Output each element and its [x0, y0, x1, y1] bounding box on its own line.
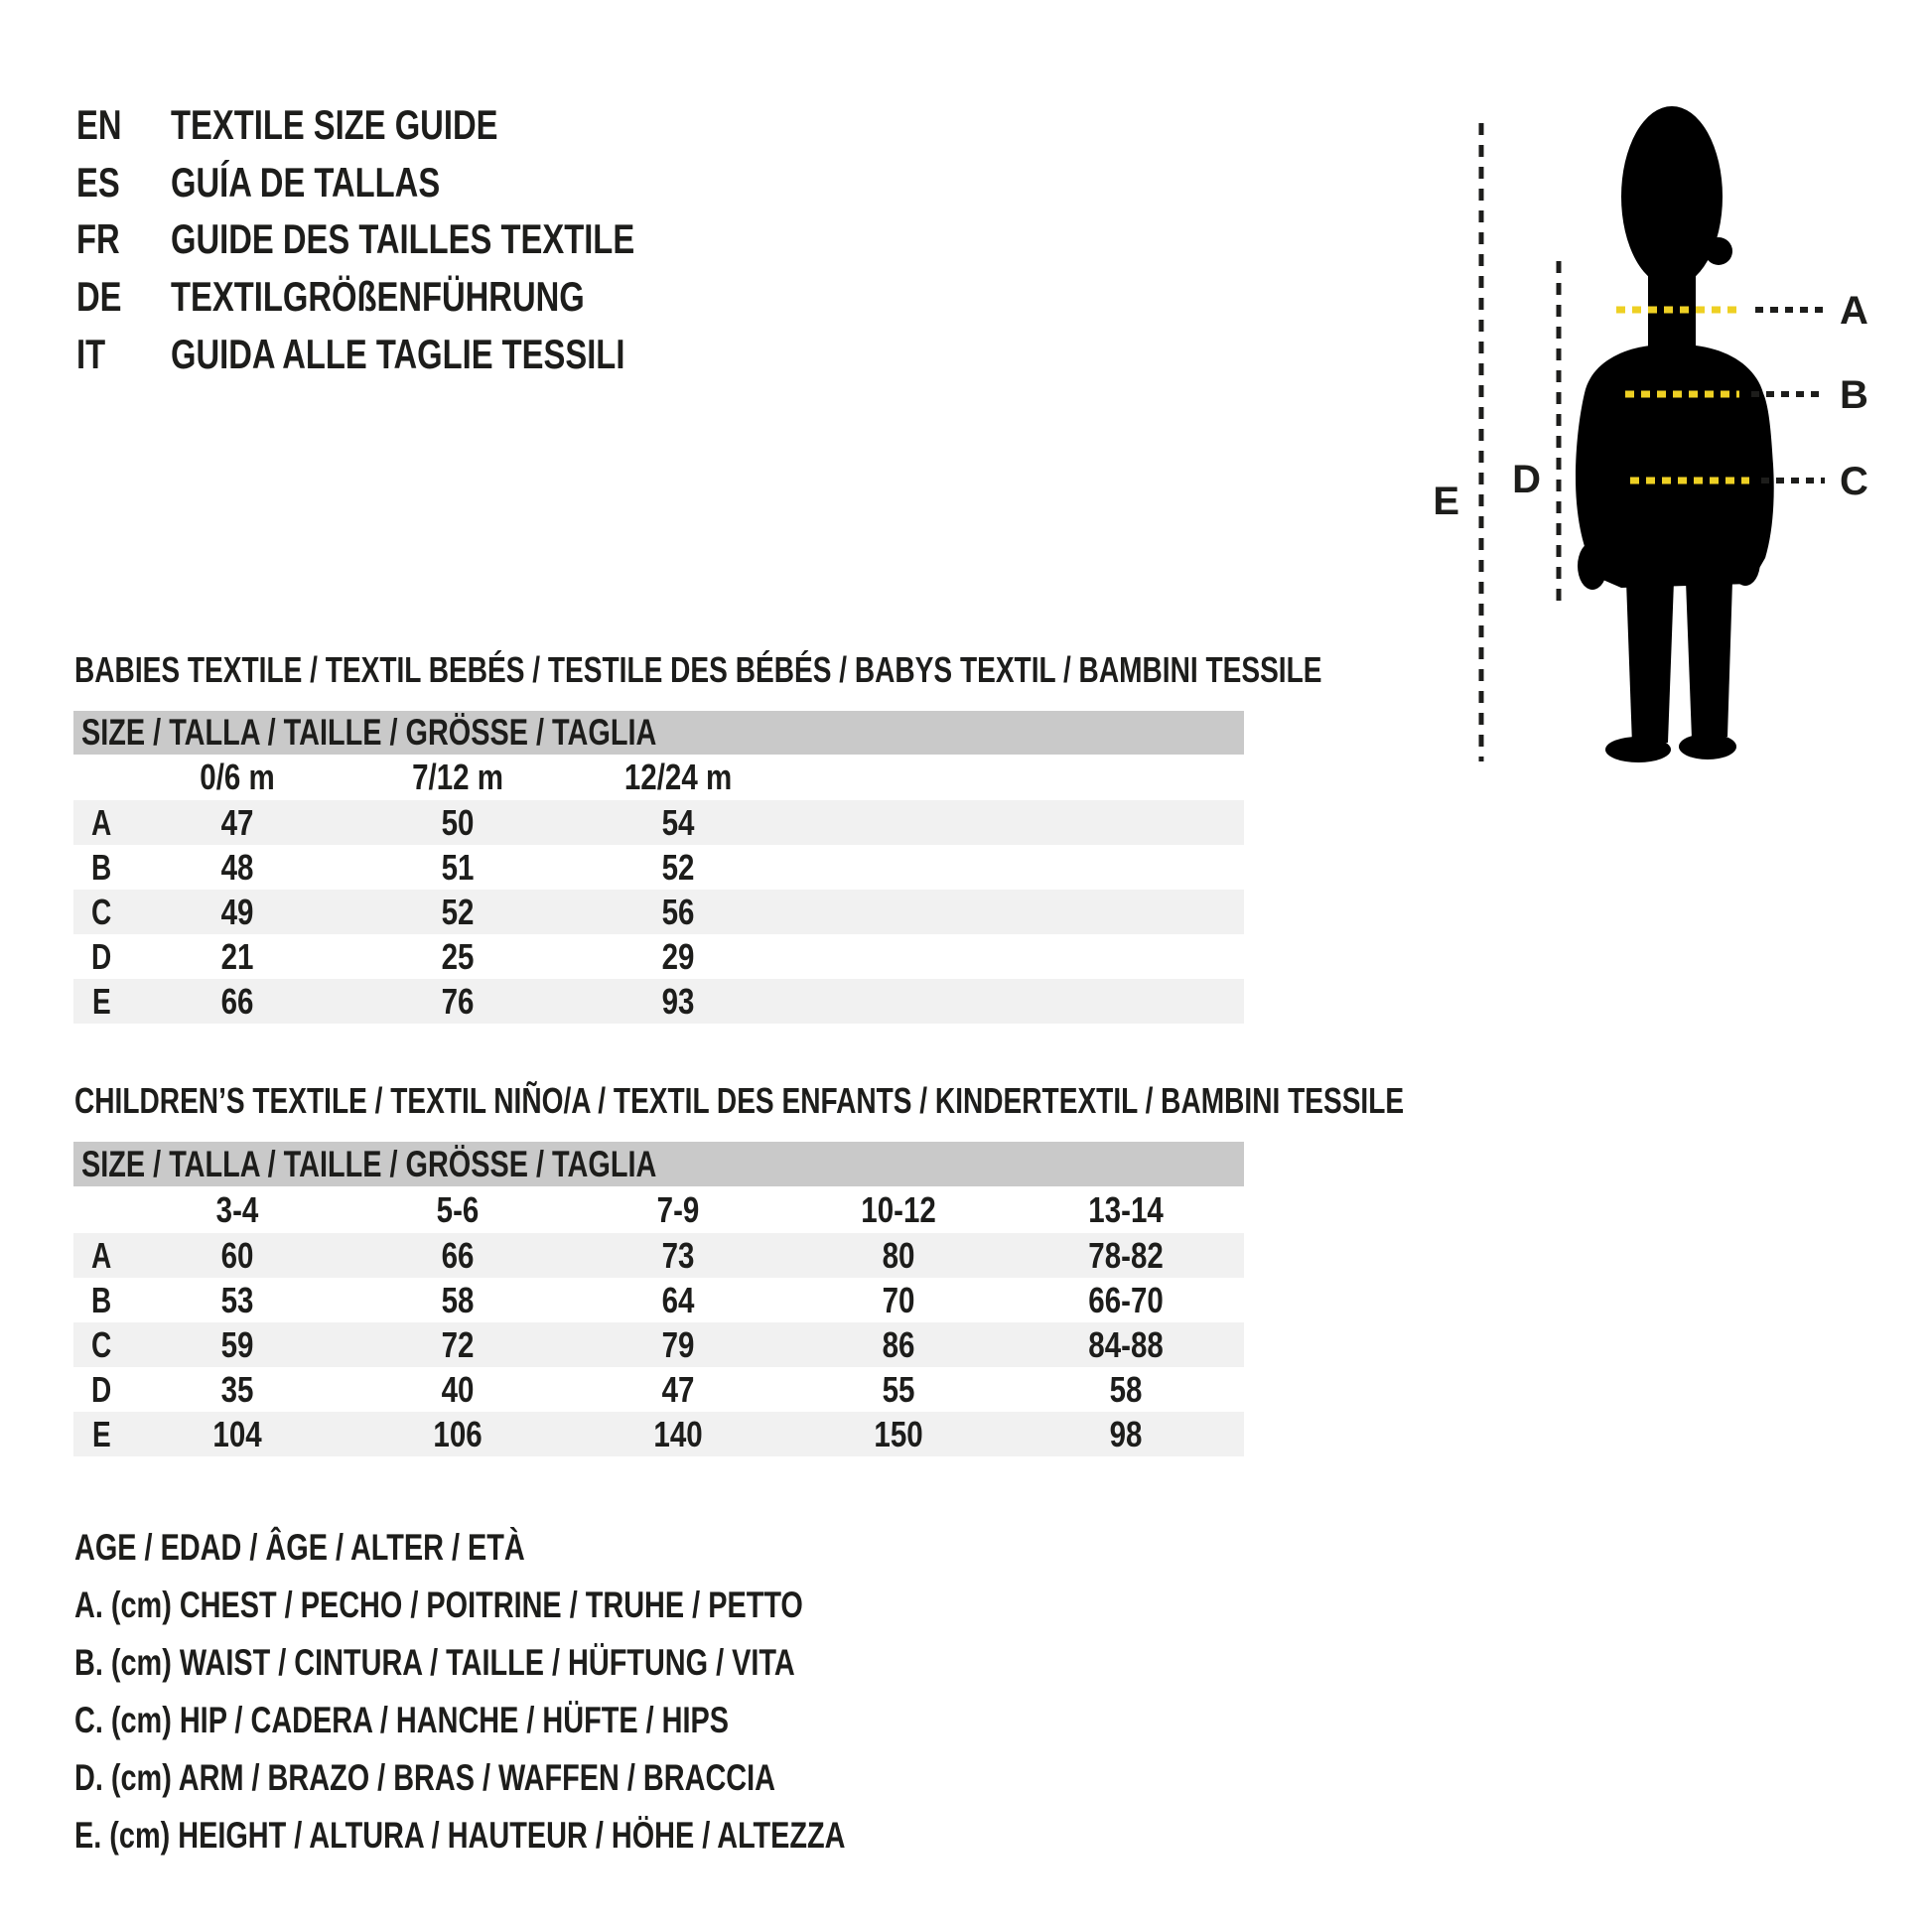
cell-value: 104	[212, 1413, 262, 1454]
column-header: 10-12	[861, 1188, 936, 1230]
children-section-title: CHILDREN’S TEXTILE / TEXTIL NIÑO/A / TEXTIL DES ENFANTS / KINDERTEXTIL / BAMBINI TESSILE	[74, 1080, 1405, 1121]
legend-line-height: E. (cm) HEIGHT / ALTURA / HAUTEUR / HÖHE / ALTEZZA	[74, 1815, 846, 1856]
legend-line-waist: B. (cm) WAIST / CINTURA / TAILLE / HÜFTUNG / VITA	[74, 1642, 795, 1683]
table-row-c	[73, 890, 1244, 934]
language-code: IT	[76, 331, 106, 377]
cell-value: 66-70	[1088, 1279, 1165, 1320]
cell-value: 66	[220, 980, 254, 1022]
row-label: E	[91, 1413, 111, 1454]
cell-value: 35	[220, 1368, 254, 1410]
cell-value: 56	[661, 891, 695, 932]
cell-value: 140	[653, 1413, 703, 1454]
language-code: EN	[76, 101, 122, 148]
row-label: A	[91, 801, 112, 843]
cell-value: 72	[441, 1323, 475, 1365]
row-label: B	[91, 846, 112, 888]
row-label: C	[91, 1323, 112, 1365]
table-row-a	[73, 800, 1244, 845]
cell-value: 50	[441, 801, 475, 843]
row-label: D	[91, 1368, 112, 1410]
language-title: GUIDA ALLE TAGLIE TESSILI	[171, 331, 625, 377]
cell-value: 52	[441, 891, 475, 932]
cell-value: 150	[874, 1413, 923, 1454]
babies-size-header-bar: SIZE / TALLA / TAILLE / GRÖSSE / TAGLIA	[73, 711, 1244, 755]
cell-value: 98	[1110, 1413, 1143, 1454]
measurement-legend	[74, 1519, 1063, 1864]
cell-value: 93	[661, 980, 695, 1022]
figure-label-e: E	[1433, 480, 1459, 523]
column-header: 7-9	[656, 1188, 700, 1230]
cell-value: 54	[661, 801, 695, 843]
cell-value: 47	[661, 1368, 695, 1410]
cell-value: 78-82	[1088, 1234, 1165, 1276]
language-code: FR	[76, 215, 120, 262]
column-header: 13-14	[1088, 1188, 1165, 1230]
column-header: 12/24 m	[623, 757, 733, 797]
row-label: A	[91, 1234, 112, 1276]
babies-section-title: BABIES TEXTILE / TEXTIL BEBÉS / TESTILE DES BÉBÉS / BABYS TEXTIL / BAMBINI TESSILE	[74, 649, 1322, 690]
cell-value: 40	[441, 1368, 475, 1410]
table-row-a	[73, 1233, 1244, 1278]
babies-column-header-row	[73, 755, 1244, 800]
cell-value: 80	[882, 1234, 915, 1276]
cell-value: 84-88	[1088, 1323, 1165, 1365]
table-row-d	[73, 934, 1244, 979]
legend-line-hip: C. (cm) HIP / CADERA / HANCHE / HÜFTE / HIPS	[74, 1700, 730, 1740]
cell-value: 51	[441, 846, 475, 888]
cell-value: 106	[433, 1413, 483, 1454]
table-row-d	[73, 1367, 1244, 1412]
column-header: 0/6 m	[200, 757, 275, 797]
cell-value: 48	[220, 846, 254, 888]
language-row-es	[76, 160, 516, 206]
row-label: E	[91, 980, 111, 1022]
figure-label-d: D	[1512, 458, 1541, 501]
language-row-de	[76, 274, 701, 320]
language-title: GUÍA DE TALLAS	[171, 159, 441, 206]
language-row-fr	[76, 216, 765, 262]
legend-line-age: AGE / EDAD / ÂGE / ALTER / ETÀ	[74, 1527, 525, 1568]
cell-value: 60	[220, 1234, 254, 1276]
row-label: D	[91, 935, 112, 977]
cell-value: 79	[661, 1323, 695, 1365]
language-code: DE	[76, 273, 122, 320]
table-row-b	[73, 1278, 1244, 1322]
language-row-it	[76, 332, 753, 377]
cell-value: 58	[1110, 1368, 1143, 1410]
cell-value: 21	[220, 935, 254, 977]
cell-value: 70	[882, 1279, 915, 1320]
children-size-header-bar: SIZE / TALLA / TAILLE / GRÖSSE / TAGLIA	[73, 1142, 1244, 1186]
legend-line-arm: D. (cm) ARM / BRAZO / BRAS / WAFFEN / BRACCIA	[74, 1757, 775, 1798]
children-column-header-row	[73, 1186, 1244, 1233]
cell-value: 64	[661, 1279, 695, 1320]
cell-value: 52	[661, 846, 695, 888]
cell-value: 73	[661, 1234, 695, 1276]
cell-value: 58	[441, 1279, 475, 1320]
language-title: TEXTILGRÖßENFÜHRUNG	[171, 273, 585, 320]
row-label: B	[91, 1279, 112, 1320]
cell-value: 25	[441, 935, 475, 977]
babies-size-table	[73, 755, 1244, 1024]
cell-value: 49	[220, 891, 254, 932]
row-label: C	[91, 891, 112, 932]
cell-value: 55	[882, 1368, 915, 1410]
language-title: GUIDE DES TAILLES TEXTILE	[171, 215, 635, 262]
cell-value: 59	[220, 1323, 254, 1365]
language-code: ES	[76, 159, 120, 206]
cell-value: 86	[882, 1323, 915, 1365]
cell-value: 66	[441, 1234, 475, 1276]
language-row-en	[76, 102, 590, 148]
table-row-b	[73, 845, 1244, 890]
figure-label-b: B	[1840, 373, 1868, 417]
table-row-c	[73, 1322, 1244, 1367]
column-header: 5-6	[436, 1188, 480, 1230]
cell-value: 76	[441, 980, 475, 1022]
children-size-table	[73, 1186, 1244, 1456]
table-row-e	[73, 1412, 1244, 1456]
table-row-e	[73, 979, 1244, 1024]
cell-value: 53	[220, 1279, 254, 1320]
figure-label-c: C	[1840, 460, 1868, 503]
cell-value: 29	[661, 935, 695, 977]
legend-line-chest: A. (cm) CHEST / PECHO / POITRINE / TRUHE / PETTO	[74, 1585, 803, 1625]
column-header: 3-4	[215, 1188, 259, 1230]
language-title: TEXTILE SIZE GUIDE	[171, 101, 498, 148]
column-header: 7/12 m	[412, 757, 503, 797]
cell-value: 47	[220, 801, 254, 843]
figure-label-a: A	[1840, 289, 1868, 333]
